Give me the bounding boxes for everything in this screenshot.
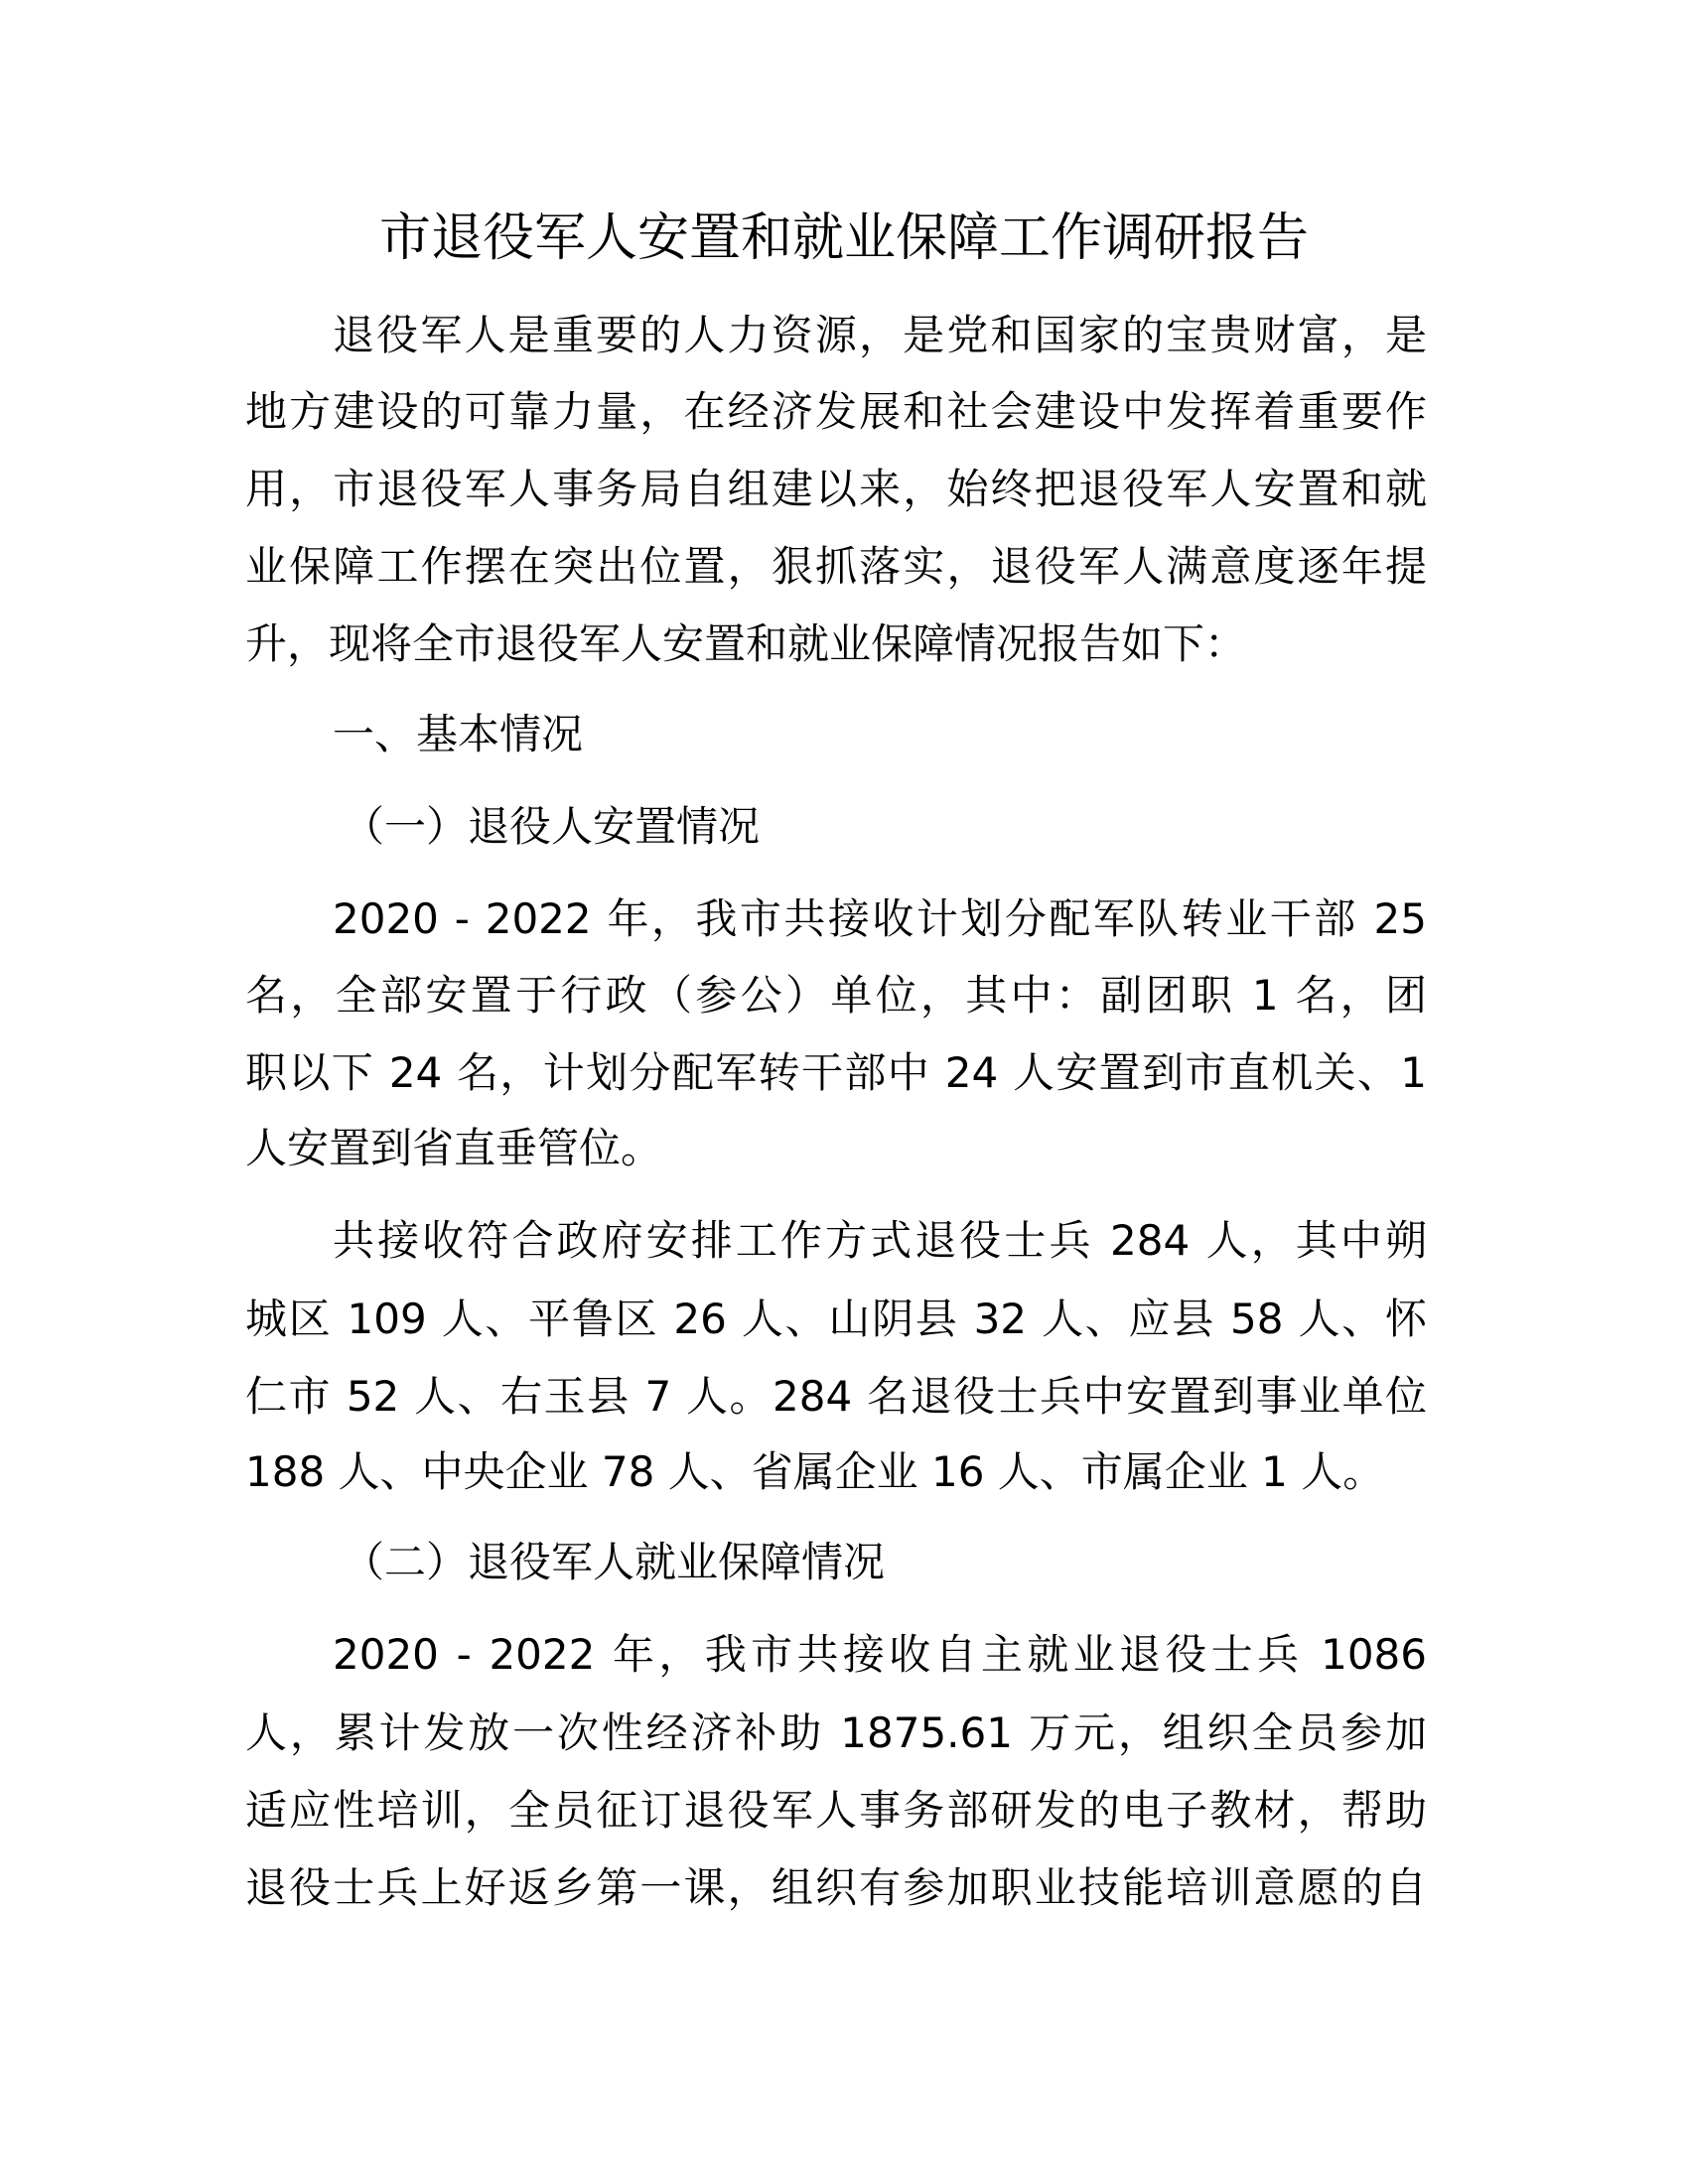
document-title: 市退役军人安置和就业保障工作调研报告: [378, 208, 1309, 268]
paragraph-line: 用，市退役军人事务局自组建以来，始终把退役军人安置和就: [245, 465, 1427, 513]
paragraph-line: 退役士兵上好返乡第一课，组织有参加职业技能培训意愿的自: [245, 1863, 1427, 1912]
subsection-heading: （二）退役军人就业保障情况: [343, 1538, 886, 1586]
paragraph-line: 退役军人是重要的人力资源，是党和国家的宝贵财富，是: [333, 311, 1427, 359]
paragraph-line: 职以下 24 名，计划分配军转干部中 24 人安置到市直机关、1: [245, 1048, 1427, 1097]
paragraph-line: 适应性培训，全员征订退役军人事务部研发的电子教材，帮助: [245, 1786, 1427, 1835]
paragraph-line: 2020 - 2022 年，我市共接收自主就业退役士兵 1086: [333, 1630, 1427, 1679]
paragraph-line: 共接收符合政府安排工作方式退役士兵 284 人，其中朔: [333, 1216, 1427, 1265]
paragraph-line: 188 人、中央企业 78 人、省属企业 16 人、市属企业 1 人。: [245, 1447, 1385, 1496]
paragraph-line: 业保障工作摆在突出位置，狠抓落实，退役军人满意度逐年提: [245, 542, 1427, 591]
subsection-heading: （一）退役人安置情况: [343, 802, 761, 851]
paragraph-line: 城区 109 人、平鲁区 26 人、山阴县 32 人、应县 58 人、怀: [245, 1295, 1427, 1343]
paragraph-line: 2020 - 2022 年，我市共接收计划分配军队转业干部 25: [333, 894, 1427, 943]
paragraph-line: 仁市 52 人、右玉县 7 人。284 名退役士兵中安置到事业单位: [245, 1372, 1427, 1421]
paragraph-line: 人，累计发放一次性经济补助 1875.61 万元，组织全员参加: [245, 1708, 1427, 1757]
paragraph-line: 地方建设的可靠力量，在经济发展和社会建设中发挥着重要作: [245, 387, 1427, 436]
paragraph-line: 人安置到省直垂管位。: [245, 1124, 663, 1172]
paragraph-line: 升，现将全市退役军人安置和就业保障情况报告如下：: [245, 619, 1247, 668]
section-heading: 一、基本情况: [333, 710, 584, 758]
paragraph-line: 名，全部安置于行政（参公）单位，其中：副团职 1 名，团: [245, 971, 1427, 1020]
